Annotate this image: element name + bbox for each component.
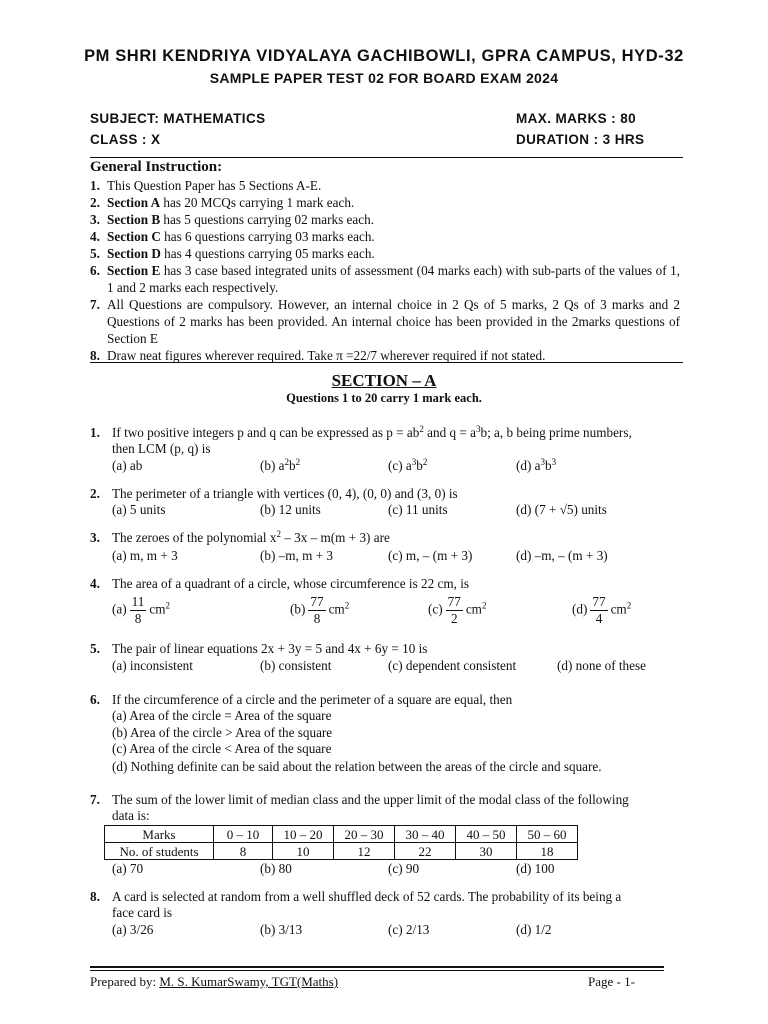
- option-c: (c) 90: [388, 861, 420, 876]
- option-b: (b) $a^2b^2$: [260, 457, 301, 473]
- duration: DURATION : 3 HRS: [516, 132, 645, 147]
- instruction-item: 4. Section C has 6 questions carrying 03 marks each.: [90, 229, 375, 244]
- option-b: (b) $\frac{77}{8}$ $cm^2$: [290, 594, 350, 626]
- option-d: (d) 100: [516, 861, 555, 876]
- option-d: (d) Nothing definite can be said about the relation between the areas of the circle and square.: [112, 759, 602, 774]
- subject-label: SUBJECT: MATHEMATICS: [90, 111, 266, 126]
- option-d: (d) (7 + √5) units: [516, 502, 607, 517]
- instruction-item: 7. All Questions are compulsory. However, an internal choice in 2 Qs of 5 marks, 2 Qs of 3 marks and 2 Questions of 2 marks has been provided. An internal choice has been provided in the 2marks questions of Section E: [90, 297, 680, 346]
- instruction-item: 6. Section E has 3 case based integrated units of assessment (04 marks each) with sub-parts of the values of 1, 1 and 2 marks each respectively.: [90, 263, 680, 295]
- option-b: (b) 80: [260, 861, 292, 876]
- option-c: (c) 2/13: [388, 922, 430, 937]
- option-a: (a) ab: [112, 458, 143, 473]
- section-subtitle: Questions 1 to 20 carry 1 mark each.: [286, 391, 482, 405]
- instruction-item: 2. Section A has 20 MCQs carrying 1 mark each.: [90, 195, 355, 210]
- instruction-item: 8. Draw neat figures wherever required. Take π =22/7 wherever required if not stated.: [90, 348, 546, 363]
- data-table: [104, 825, 578, 860]
- option-b: (b) 12 units: [260, 502, 321, 517]
- table-row: No. of students 8 10 12 22 30 18: [105, 843, 578, 860]
- option-a: (a) Area of the circle = Area of the square: [112, 708, 332, 723]
- max-marks: MAX. MARKS : 80: [516, 111, 637, 126]
- instructions-divider: [90, 362, 683, 363]
- option-c: (c) $\frac{77}{2}$ $cm^2$: [428, 594, 487, 626]
- question-7: 7. The sum of the lower limit of median class and the upper limit of the modal class of the following data is: Marks 0 – 10 10 – 20 20 – 30 30 – 40 40 – 50 50 – 60 No. of students 8 10 12 22 30 18 (a) 70 (b) 80 (c) 90 (d) 100: [90, 792, 629, 876]
- prepared-by: Prepared by: M. S. KumarSwamy, TGT(Maths): [90, 974, 339, 989]
- option-c: (c) 11 units: [388, 502, 448, 517]
- option-c: (c) dependent consistent: [388, 658, 517, 673]
- question-6: 6. If the circumference of a circle and the perimeter of a square are equal, then (a) Area of the circle = Area of the square (b) Area of the circle > Area of the square (c) Area of the circle < Area of the square (d) Nothing definite can be said about the relation between the areas of the circle and square.: [0, 692, 768, 776]
- question-2: 2. The perimeter of a triangle with vertices (0, 4), (0, 0) and (3, 0) is (a) 5 units (b) 12 units (c) 11 units (d) (7 + √5) units: [90, 486, 607, 517]
- option-a: (a) 3/26: [112, 922, 154, 937]
- instructions-list: [90, 177, 680, 364]
- option-a: (a) 70: [112, 861, 144, 876]
- instruction-item: 1. This Question Paper has 5 Sections A-E.: [90, 178, 322, 193]
- option-c: (c) Area of the circle < Area of the square: [112, 741, 332, 756]
- option-b: (b) Area of the circle > Area of the square: [112, 725, 333, 740]
- author-name: M. S. KumarSwamy, TGT(Maths): [159, 974, 339, 989]
- footer-divider-thick: [90, 966, 664, 968]
- option-c: (c) m, – (m + 3): [388, 548, 473, 563]
- school-name: PM SHRI KENDRIYA VIDYALAYA GACHIBOWLI, GPRA CAMPUS, HYD-32: [84, 47, 684, 65]
- page-number: Page - 1-: [588, 974, 635, 989]
- instruction-item: 5. Section D has 4 questions carrying 05 marks each.: [90, 246, 375, 261]
- option-c: (c) $a^3b^2$: [388, 457, 428, 473]
- option-d: (d) $a^3b^3$: [516, 457, 557, 473]
- question-8: 8. A card is selected at random from a well shuffled deck of 52 cards. The probability of its being a face card is (a) 3/26 (b) 3/13 (c) 2/13 (d) 1/2: [90, 889, 622, 937]
- option-a: (a) $\frac{11}{8}$ $cm^2$: [112, 594, 170, 626]
- class-label: CLASS : X: [90, 132, 161, 147]
- question-3: 3. The zeroes of the polynomial $x^2 - 3x - m(m + 3)$ are (a) m, m + 3 (b) –m, m + 3 (c) m, – (m + 3) (d) –m, – (m + 3): [90, 529, 608, 563]
- question-1: 1. If two positive integers p and q can be expressed as $p = ab^2$ and $q = a^3b$; a, b being prime numbers, then LCM (p, q) is (a) ab (b) $a^2b^2$ (c) $a^3b^2$ (d) $a^3b^3$: [90, 424, 632, 473]
- option-d: (d) –m, – (m + 3): [516, 548, 608, 563]
- option-b: (b) consistent: [260, 658, 332, 673]
- option-a: (a) m, m + 3: [112, 548, 178, 563]
- paper-title: SAMPLE PAPER TEST 02 FOR BOARD EXAM 2024: [209, 70, 559, 86]
- option-a: (a) inconsistent: [112, 658, 193, 673]
- instructions-title: General Instruction:: [90, 159, 223, 175]
- instruction-item: 3. Section B has 5 questions carrying 02 marks each.: [90, 212, 374, 227]
- question-4: 4. The area of a quadrant of a circle, whose circumference is 22 cm, is (a) $\frac{11}{8}$ $cm^2$ (b) $\frac{77}{8}$ $cm^2$ (c) $\frac{77}{2}$ $cm^2$ (d) $\frac{77}{4}$ $cm^2$: [90, 576, 632, 626]
- table-row: Marks 0 – 10 10 – 20 20 – 30 30 – 40 40 – 50 50 – 60: [105, 826, 578, 843]
- section-title: SECTION – A: [331, 371, 437, 390]
- footer-divider-thin: [90, 970, 664, 971]
- option-d: (d) none of these: [557, 658, 646, 673]
- option-b: (b) –m, m + 3: [260, 548, 334, 563]
- option-b: (b) 3/13: [260, 922, 303, 937]
- option-d: (d) $\frac{77}{4}$ $cm^2$: [572, 594, 632, 626]
- header-divider: [90, 157, 683, 158]
- question-5: 5. The pair of linear equations 2x + 3y = 5 and 4x + 6y = 10 is (a) inconsistent (b) consistent (c) dependent consistent (d) none of these: [90, 641, 646, 673]
- option-d: (d) 1/2: [516, 922, 552, 937]
- option-a: (a) 5 units: [112, 502, 166, 517]
